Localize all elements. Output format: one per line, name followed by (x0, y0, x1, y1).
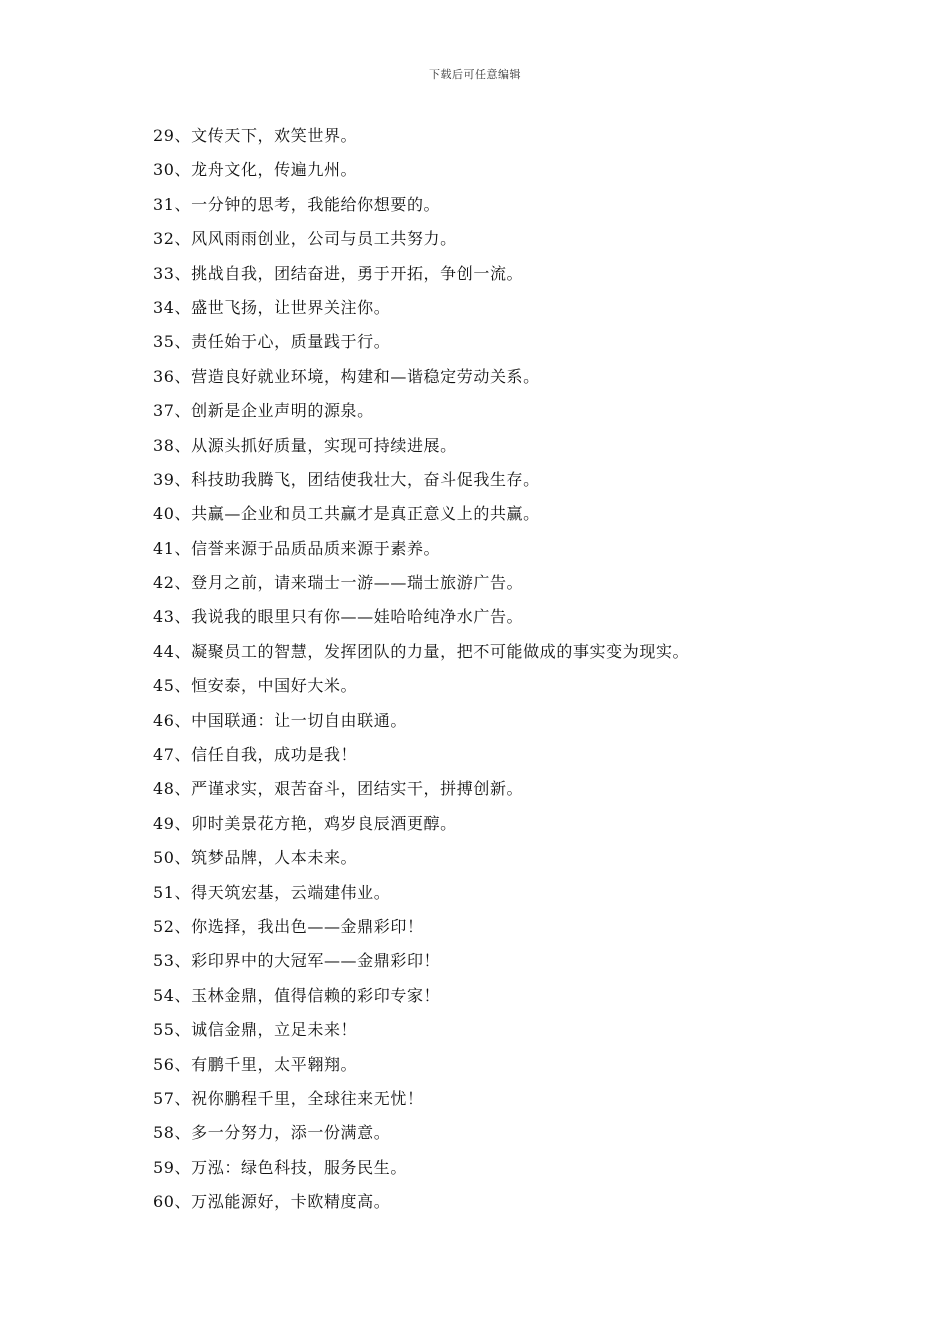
list-item: 38、从源头抓好质量，实现可持续进展。 (153, 435, 457, 455)
list-item: 30、龙舟文化，传遍九州。 (153, 160, 358, 180)
list-item: 55、诚信金鼎，立足未来！ (153, 1020, 358, 1040)
list-item: 49、卯时美景花方艳，鸡岁良辰酒更醇。 (153, 813, 457, 833)
list-item: 45、恒安泰，中国好大米。 (153, 676, 358, 696)
page-header: 下载后可任意编辑 (429, 68, 521, 81)
list-item: 40、共赢—企业和员工共赢才是真正意义上的共赢。 (153, 504, 540, 524)
list-item: 58、多一分努力，添一份满意。 (153, 1123, 391, 1143)
list-item: 54、玉林金鼎，值得信赖的彩印专家！ (153, 985, 441, 1005)
list-item: 37、创新是企业声明的源泉。 (153, 401, 374, 421)
list-item: 51、得天筑宏基，云端建伟业。 (153, 882, 391, 902)
list-item: 50、筑梦品牌，人本未来。 (153, 848, 358, 868)
list-item: 35、责任始于心，质量践于行。 (153, 332, 391, 352)
list-item: 43、我说我的眼里只有你——娃哈哈纯净水广告。 (153, 607, 524, 627)
list-item: 52、你选择，我出色——金鼎彩印！ (153, 916, 424, 936)
list-item: 56、有鹏千里，太平翱翔。 (153, 1054, 358, 1074)
list-item: 46、中国联通：让一切自由联通。 (153, 710, 407, 730)
slogan-list (153, 124, 689, 1225)
list-item: 31、一分钟的思考，我能给你想要的。 (153, 194, 441, 214)
list-item: 53、彩印界中的大冠军——金鼎彩印！ (153, 951, 441, 971)
list-item: 42、登月之前，请来瑞士一游——瑞士旅游广告。 (153, 573, 524, 593)
list-item: 34、盛世飞扬，让世界关注你。 (153, 297, 391, 317)
list-item: 48、严谨求实，艰苦奋斗，团结实干，拼搏创新。 (153, 779, 524, 799)
list-item: 57、祝你鹏程千里，全球往来无忧！ (153, 1088, 424, 1108)
list-item: 60、万泓能源好，卡欧精度高。 (153, 1192, 391, 1212)
list-item: 33、挑战自我，团结奋进，勇于开拓，争创一流。 (153, 263, 524, 283)
list-item: 59、万泓：绿色科技，服务民生。 (153, 1157, 407, 1177)
list-item: 29、文传天下，欢笑世界。 (153, 126, 358, 145)
list-item: 39、科技助我腾飞，团结使我壮大，奋斗促我生存。 (153, 469, 540, 489)
list-item: 44、凝聚员工的智慧，发挥团队的力量，把不可能做成的事实变为现实。 (153, 641, 690, 661)
list-item: 41、信誉来源于品质品质来源于素养。 (153, 538, 441, 558)
list-item: 47、信任自我，成功是我！ (153, 745, 358, 765)
list-item: 36、营造良好就业环境，构建和—谐稳定劳动关系。 (153, 366, 540, 386)
list-item: 32、风风雨雨创业，公司与员工共努力。 (153, 229, 457, 249)
